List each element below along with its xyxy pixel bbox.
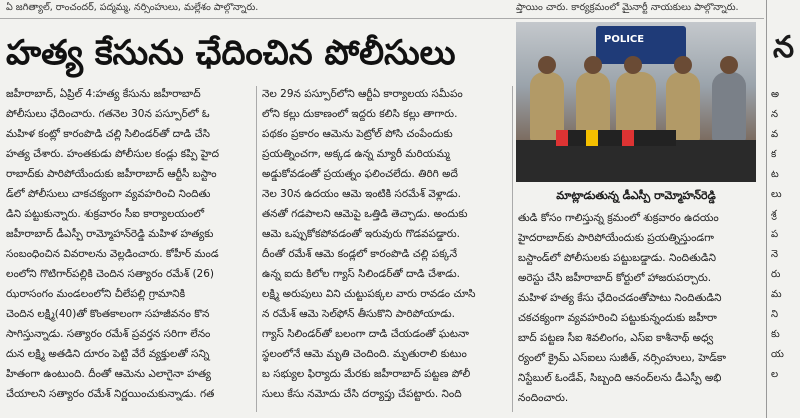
article-line: ప్రయత్నించగా, అక్కడ ఉన్న మ్యారీ మరియమ్మ [262,148,450,160]
article-line: సాగిస్తున్నాడు. సత్యారం రమేశ్ ప్రవర్తన సరిగా లేనం [6,328,211,340]
column-divider [256,86,257,412]
article-line: చెందిన లక్ష్మి(40)తో కొంతకాలంగా సహజీవనం కొన [6,308,210,320]
next-article-line: ట [771,169,779,180]
article-line: స్థలంలోనే ఆమె మృతి చెందింది. మృతురాలి కుటుం [262,348,467,360]
next-article-line: క [771,149,777,160]
article-line: లక్ష్మి అరుపులు విని చుట్టుపక్కల వారు రావడం చూసి [262,288,476,300]
adjacent-article-fragment: ప్తాయిం చారు. కార్యక్రమంలో మైనార్టీ నాయకులు పాల్గొన్నారు. [516,2,739,13]
article-line: ఝరాసంగం మండలంలోని చీలేపల్లి గ్రామానికి [6,288,186,300]
police-banner-text: POLICE [604,34,645,45]
article-line: రాబాద్‌కు పారిపోయేందుకు జహీరాబాద్ ఆర్టీసీ బస్టాం [6,168,217,180]
press-table [516,140,756,182]
article-line: హత్య చేశారు. హంతకుడు పోలీసుల కండ్లు కప్పి హైద [6,148,220,160]
microphones [556,130,676,146]
article-line: చేయాలని సత్యారం రమేశ్ నిర్ణయించుకున్నాడు. గత [6,388,215,400]
next-article-line: వ [771,129,779,140]
article-line: దీంతో రమేశ్ ఆమె కండ్లలో కారంపొడి చల్లి పక్కనే [262,248,458,260]
article-line: సులు కేసు నమోదు చేసి దర్యాప్తు చేపట్టారు. నింది [262,388,462,400]
article-line: బాద్ పట్టణ సీఐ శివలింగం, ఎస్ఐ కాశీనాథ్ అధ్వ [518,332,714,344]
article-line: లంలోని గొటిగార్‌పల్లికి చెందిన సత్యారం రమేశ్ (26) [6,268,215,280]
next-article-line: నె [771,249,779,260]
next-article-line: రు [771,269,781,280]
next-article-line: శ్ర [771,209,777,220]
article-headline: హత్య కేసును ఛేదించిన పోలీసులు [6,33,456,73]
next-article-line: కు [771,329,780,340]
next-article-line: య [771,349,784,360]
next-article-line: అ [771,89,779,100]
article-line: డిని పట్టుకున్నారు. శుక్రవారం సీఐ కార్యాలయంలో [6,208,205,220]
next-article-strip [766,0,800,418]
next-article-line: ల [771,369,779,380]
article-line: మహిళ హత్య కేసు ఛేదించడంతోపాటు నిందితుడిని [518,292,722,304]
article-line: లోని కల్లు దుకాణంలో ఇద్దరు కలిసి కల్లు తాగారు. [262,108,458,120]
next-article-line: ప [771,229,779,240]
article-line: నందించారు. [518,392,569,404]
article-line: పోలీసులు ఛేదించారు. గతనెల 30న పస్పూర్‌లో ఓ [6,108,210,120]
article-line: బ సభ్యుల ఫిర్యాదు మేరకు జహీరాబాద్ పట్టణ పోలీ [262,368,471,380]
article-line: పథకం ప్రకారం ఆమెను పెట్రోల్ పోసి చంపేందుకు [262,128,453,140]
article-line: మహిళ కంట్లో కారంపొడి చల్లి సిలిండర్‌తో దాడి చేసి [6,128,210,140]
article-line: డ్‌లో పోలీసులు చాకచక్యంగా వ్యవహరించి నిందితు [6,188,211,200]
article-line: చకచక్యంగా వ్యవహరించి పట్టుకున్నందుకు జహీరా [518,312,717,324]
officer-figure [712,72,746,142]
article-line: నెల 29న పస్పూర్‌లోని ఆర్టీఏ కార్యాలయ సమీపం [262,88,463,100]
article-line: ర్యంలో క్రైమ్ ఎస్ఐలు సుజీత్, నర్సింహులు, హెడ్‌కా [518,352,726,364]
column-divider [512,86,513,412]
press-meet-photo [516,22,756,182]
article-column-3 [518,208,760,414]
top-divider [0,18,764,19]
police-banner [596,26,686,64]
article-line: బస్టాండ్‌లో పోలీసులకు పట్టుబడ్డాడు. నిందితుడిని [518,252,717,264]
article-line: నిస్టేబుల్ ఓండేవ్, సిబ్బంది ఆనంద్‌లను డీఎస్పీ అభి [518,372,722,384]
next-headline-glyph: న [773,30,795,65]
next-article-line: ని [771,309,779,320]
article-line: తుడి కోసం గాలిస్తున్న క్రమంలో శుక్రవారం ఉదయం [518,212,719,224]
article-column-1 [6,84,250,414]
article-line: జహీరాబాద్ డీఎస్పీ రామ్మోహన్‌రెడ్డి మహిళ హత్యకు [6,228,214,240]
article-line: హైదరాబాద్‌కు పారిపోయేందుకు ప్రయత్నిస్తుండగా [518,232,714,244]
article-line: హితంగా ఉంటుంది. దీంతో ఆమెను ఎలాగైనా హత్య [6,368,211,380]
article-line: దున లక్ష్మి అతడిని దూరం పెట్టి వేరే వ్యక్తులతో సన్ని [6,348,210,360]
article-line: తనతో గడపాలని ఆమెపై ఒత్తిడి తెచ్చాడు. అందుకు [262,208,468,220]
next-article-line: న [771,109,779,120]
prev-article-fragment: ఏ జగిత్యాల్, రాంచందర్, పద్మమ్మ, నర్సింహులు, మల్లేశం పాల్గొన్నారు. [6,2,259,13]
article-line: అడ్డుకోవడంతో ప్రయత్నం ఫలించలేదు. తిరిగి అదే [262,168,458,180]
article-line: ఉన్న ఐదు కిలోల గ్యాస్ సిలిండర్‌తో దాడి చేశాడు. [262,268,461,280]
article-line: సంబంధించిన వివరాలను వెల్లడించారు. కోహీర్ మండ [6,248,219,260]
article-line: జహీరాబాద్, ఏప్రిల్ 4:హత్య కేసును జహీరాబాద్ [6,88,201,100]
next-article-line: లు [771,189,782,200]
article-line: నెల 30న ఉదయం ఆమె ఇంటికి సరమేశ్ వెళ్లాడు. [262,188,461,200]
article-line: ఆమె ఒప్పుకోకపోవడంతో ఇరువురు గొడవపడ్డారు. [262,228,460,240]
article-line: న రమేశ్ ఆమె సెల్‌ఫోన్ తీసుకొని పారిపోయాడు. [262,308,455,320]
photo-caption: మాట్లాడుతున్న డీఎస్పీ రామ్మోహన్‌రెడ్డి [556,189,716,202]
article-line: అరెస్టు చేసి జహీరాబాద్ కోర్టులో హాజరుపర్చారు. [518,272,712,284]
article-line: గ్యాస్ సిలిండర్‌తో బలంగా దాడి చేయడంతో ఘటనా [262,328,469,340]
article-column-2 [262,84,508,414]
next-article-line: మ [771,289,782,300]
